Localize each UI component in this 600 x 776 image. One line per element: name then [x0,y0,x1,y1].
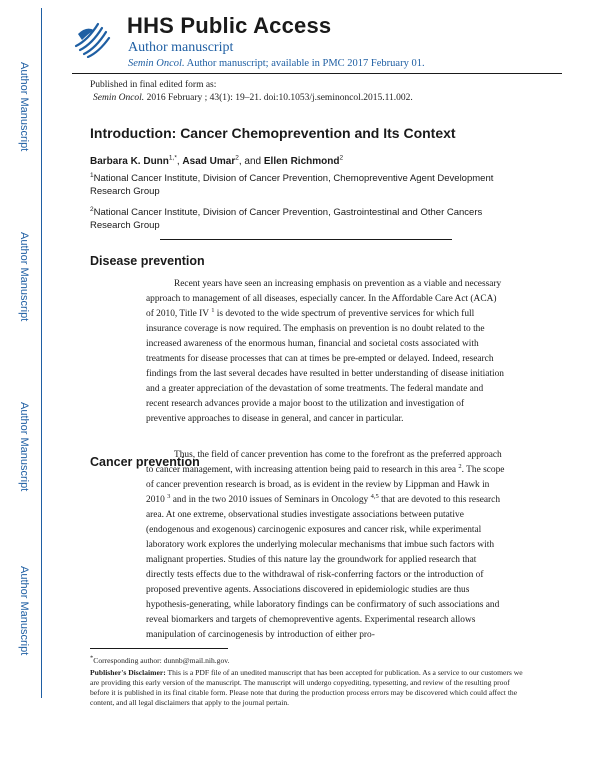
article-title: Introduction: Cancer Chemoprevention and Its Context [90,125,456,141]
sidebar-label: Author Manuscript [18,62,30,152]
sidebar-label: Author Manuscript [18,402,30,492]
author-manuscript-sidebar [0,0,42,776]
publication-info [90,79,413,104]
publication-journal: Semin Oncol. [93,92,145,103]
text-run: is devoted to the wide spectrum of preventive services for which full insurance coverage is now required. The emphasis on prevention is no doubt related to the increased awareness of the enormous human, financial and societal costs associated with treatments for disease processes that can at times be pre-empted or delayed. Indeed, research findings from the last several decades have resulted in better understanding of disease initiation and a greater appreciation of the devastation of some treatments. The federal mandate and recent research advances provide a major boost to the utilization and investigation of preventive approaches to disease in general, and cancer in particular. [146,309,504,424]
corresponding-author-text: Corresponding author: dunnb@mail.nih.gov. [93,656,230,665]
corresponding-author-footnote [90,656,530,666]
affiliation-number: 2 [90,205,94,213]
citation-ref: 1 [211,306,215,314]
affiliation [90,172,500,198]
publisher-disclaimer [90,668,530,708]
author-affiliation-mark: 2 [339,154,344,162]
header-citation [128,58,425,69]
sidebar-rule [41,8,42,698]
citation-ref: 4,5 [370,492,379,500]
body-paragraph [146,448,506,640]
body-paragraph [146,277,506,447]
section-heading: Disease prevention [90,254,205,268]
publication-line1: Published in final edited form as: [90,80,217,90]
text-run: that are devoted to this research area. At one extreme, observational studies investigate associations between putative (endogenous and exogenous) carcinogenic exposures and cancer risk, while experimental laboratory work explores the underlying molecular mechanisms that imbue such factors with malignant properties. Studies of this nature lay the groundwork for applied research that directly tests effects due to the withdrawal of risk-conferring factors or the introduction of proposed preventive agents. Associations discovered in epidemiologic studies are thus hypothesis-generating, while laboratory findings can be confirmatory of such associations and reveal biomarkers and targets of chemopreventive agents. Experimental research allows manipulation of carcinogenesis by introduction of either pro- [146,495,501,640]
hhs-eagle-icon [72,16,112,58]
header-subtitle: Author manuscript [128,40,234,55]
affiliation-text: National Cancer Institute, Division of Cancer Prevention, Chemopreventive Agent Development Research Group [90,173,494,197]
author-affiliation-mark: 2 [235,154,239,162]
author-affiliation-mark: 1,* [168,154,177,162]
publication-details: 2016 February ; 43(1): 19–21. doi:10.1053/j.seminoncol.2015.11.002. [144,92,413,103]
footnote-mark: * [90,654,94,662]
citation-ref: 3 [167,492,171,500]
disclaimer-text: This is a PDF file of an unedited manuscript that has been accepted for publication. As a service to our customers we are providing this early version of the manuscript. The manuscript will undergo copyediting, typesetting, and review of the resulting proof before it is published in its final citable form. Please note that during the production process errors may be discovered which could affect the content, and all legal disclaimers that apply to the journal pertain. [90,668,523,707]
text-run: Thus, the field of cancer prevention has come to the forefront as the preferred approach to cancer management, with increasing attention being paid to research in this area [146,450,502,475]
author-separator: , and [238,156,264,167]
page-title: HHS Public Access [127,13,332,38]
author-name: Barbara K. Dunn [90,156,169,167]
sidebar-label: Author Manuscript [18,232,30,322]
affiliation-divider [160,239,452,240]
affiliation-text: National Cancer Institute, Division of Cancer Prevention, Gastrointestinal and Other Cancers Research Group [90,207,483,231]
affiliation-number: 1 [90,171,94,179]
section-heading: Cancer prevention [90,455,200,469]
affiliation [90,206,500,232]
text-run: . The scope of cancer prevention research is broad, as is evident in the review by Lippman and Hawk in 2010 [146,465,505,505]
sidebar-label: Author Manuscript [18,566,30,656]
text-run: Recent years have seen an increasing emphasis on prevention as a viable and necessary approach to management of all diseases, especially cancer. In the Affordable Care Act (ACA) of 2010, Title IV [146,279,502,319]
publication-line2 [90,92,413,105]
author-name: Ellen Richmond [263,156,340,167]
author-list [90,156,343,167]
author-separator: , [176,156,183,167]
citation-journal: Semin Oncol. [128,58,185,69]
header-divider [72,73,562,74]
citation-rest: Author manuscript; available in PMC 2017 February 01. [184,58,425,69]
citation-ref: 2 [458,462,462,470]
disclaimer-label: Publisher's Disclaimer: [90,668,166,677]
footnote-divider [90,648,228,649]
text-run: and in the two 2010 issues of Seminars in Oncology [170,495,371,505]
author-name: Asad Umar [182,156,236,167]
